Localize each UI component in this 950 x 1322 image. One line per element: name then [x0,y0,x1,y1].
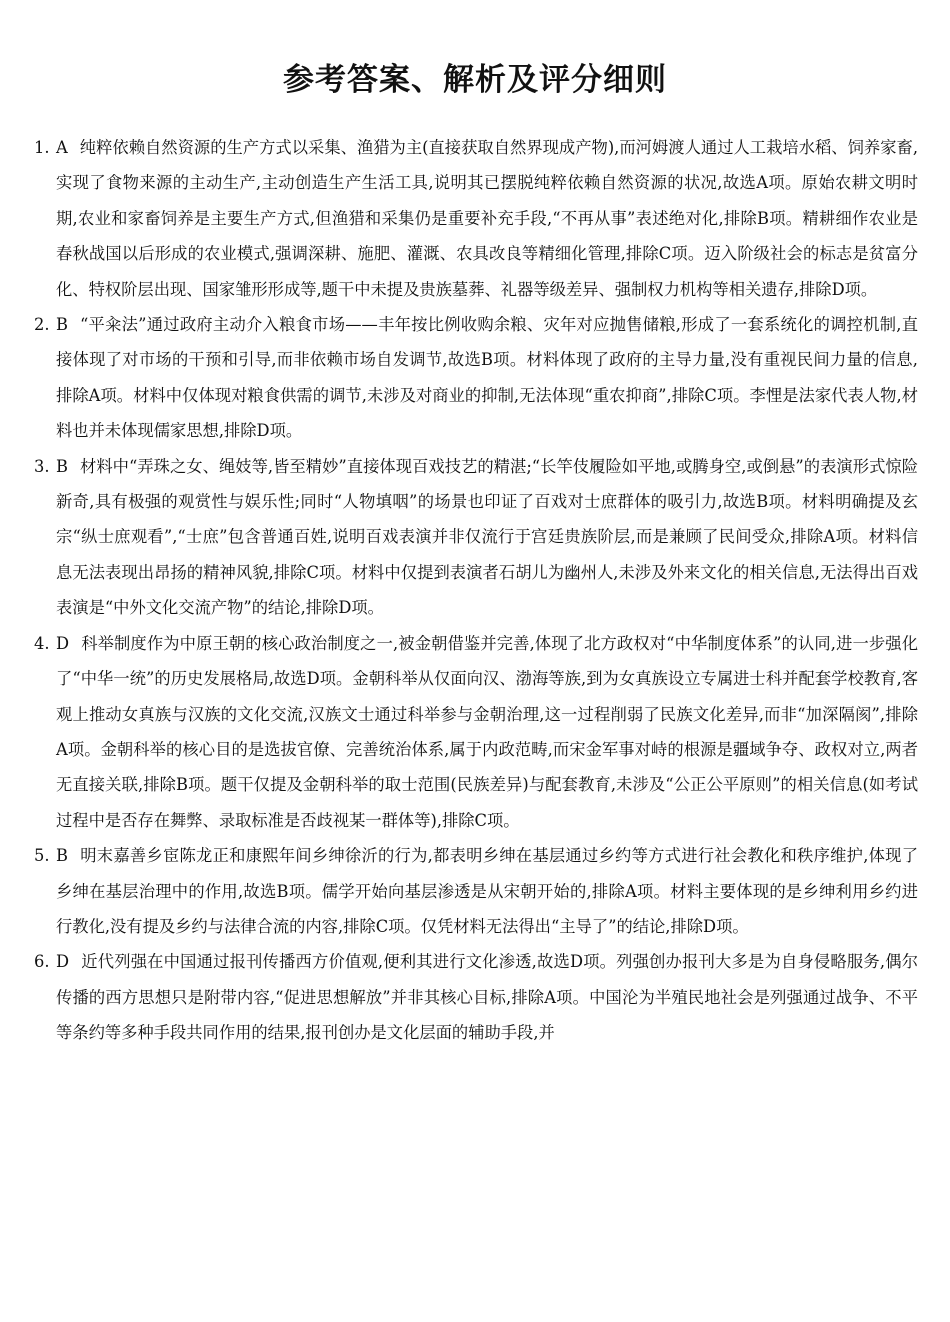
item-explanation: 科举制度作为中原王朝的核心政治制度之一,被金朝借鉴并完善,体现了北方政权对“中华制度体系”的认同,进一步强化了“中华一统”的历史发展格局,故选D项。金朝科举从仅面向汉、渤海等族,到为女真族设立专属进士科并配套学校教育,客观上推动女真族与汉族的文化交流,汉族文士通过科举参与金朝治理,这一过程削弱了民族文化差异,而非“加深隔阂”,排除A项。金朝科举的核心目的是选拔官僚、完善统治体系,属于内政范畴,而宋金军事对峙的根源是疆域争夺、政权对立,两者无直接关联,排除B项。题干仅提及金朝科举的取士范围(民族差异)与配套教育,未涉及“公正公平原则”的相关信息(如考试过程中是否存在舞弊、录取标准是否歧视某一群体等),排除C项。 [56,633,918,830]
item-answer: B [56,456,68,476]
item-explanation: 材料中“弄珠之女、绳妓等,皆至精妙”直接体现百戏技艺的精湛;“长竿伎履险如平地,或腾身空,或倒悬”的表演形式惊险新奇,具有极强的观赏性与娱乐性;同时“人物填咽”的场景也印证了百戏对士庶群体的吸引力,故选B项。材料明确提及玄宗“纵士庶观看”,“士庶”包含普通百姓,说明百戏表演并非仅流行于宫廷贵族阶层,而是兼顾了民间受众,排除A项。材料信息无法表现出昂扬的精神风貌,排除C项。材料中仅提到表演者石胡儿为幽州人,未涉及外来文化的相关信息,无法得出百戏表演是“中外文化交流产物”的结论,排除D项。 [56,456,918,618]
answer-item-6 [34,944,918,1050]
item-number: 2. [34,315,50,335]
item-answer: B [56,315,68,335]
item-number: 1. [34,138,50,157]
item-number: 3. [34,456,50,476]
answer-item-1 [34,130,918,307]
item-number: 6. [34,952,50,972]
item-explanation: 纯粹依赖自然资源的生产方式以采集、渔猎为主(直接获取自然界现成产物),而河姆渡人通过人工栽培水稻、饲养家畜,实现了食物来源的主动生产,主动创造生产生活工具,说明其已摆脱纯粹依赖自然资源的状况,故选A项。原始农耕文明时期,农业和家畜饲养是主要生产方式,但渔猎和采集仍是重要补充手段,“不再从事”表述绝对化,排除B项。精耕细作农业是春秋战国以后形成的农业模式,强调深耕、施肥、灌溉、农具改良等精细化管理,排除C项。迈入阶级社会的标志是贫富分化、特权阶层出现、国家雏形形成等,题干中未提及贵族墓葬、礼器等级差异、强制权力机构等相关遗存,排除D项。 [56,138,918,299]
answer-item-4 [34,626,918,838]
item-explanation: 近代列强在中国通过报刊传播西方价值观,便利其进行文化渗透,故选D项。列强创办报刊大多是为自身侵略服务,偶尔传播的西方思想只是附带内容,“促进思想解放”并非其核心目标,排除A项。中国沦为半殖民地社会是列强通过战争、不平等条约等多种手段共同作用的结果,报刊创办是文化层面的辅助手段,并 [56,952,918,1043]
answer-item-2 [34,307,918,449]
item-answer: D [56,952,70,972]
answer-item-3 [34,449,918,626]
item-answer: D [56,633,70,653]
item-explanation: 明末嘉善乡宦陈龙正和康熙年间乡绅徐沂的行为,都表明乡绅在基层通过乡约等方式进行社会教化和秩序维护,体现了乡绅在基层治理中的作用,故选B项。儒学开始向基层渗透是从宋朝开始的,排除A项。材料主要体现的是乡绅利用乡约进行教化,没有提及乡约与法律合流的内容,排除C项。仅凭材料无法得出“主导了”的结论,排除D项。 [56,846,918,936]
item-answer: B [56,846,68,866]
item-number: 4. [34,633,50,653]
item-explanation: “平籴法”通过政府主动介入粮食市场——丰年按比例收购余粮、灾年对应抛售储粮,形成了一套系统化的调控机制,直接体现了对市场的干预和引导,而非依赖市场自发调节,故选B项。材料体现了政府的主导力量,没有重视民间力量的信息,排除A项。材料中仅体现对粮食供需的调节,未涉及对商业的抑制,无法体现“重农抑商”,排除C项。李悝是法家代表人物,材料也并未体现儒家思想,排除D项。 [56,315,918,441]
item-answer: A [56,138,68,157]
answer-item-5 [34,838,918,944]
answer-list [34,130,918,1051]
page-title: 参考答案、解析及评分细则 [283,62,667,98]
item-number: 5. [34,846,50,866]
